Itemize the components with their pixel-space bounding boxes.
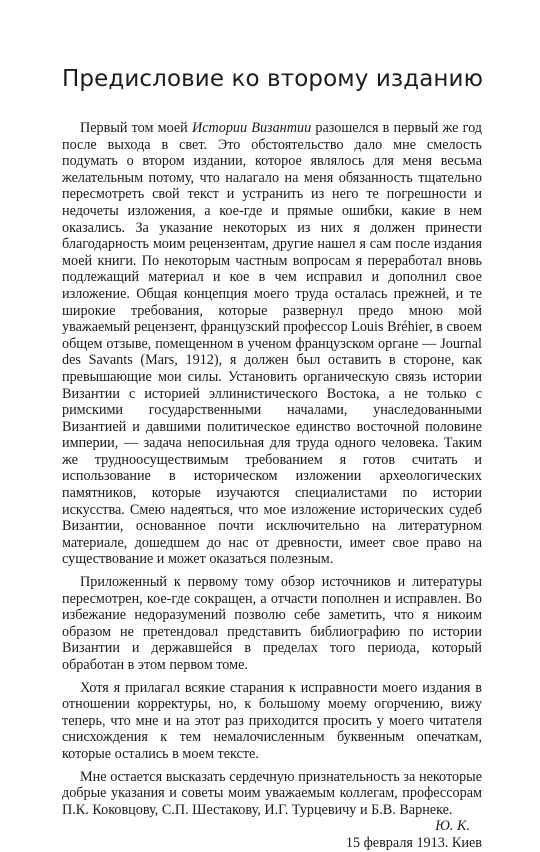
date-and-place: 15 февраля 1913. Киев bbox=[345, 834, 482, 851]
signature-block bbox=[62, 818, 482, 851]
preface-body bbox=[62, 120, 482, 852]
paragraph-1-text-after: разошелся в первый же год после выхода в свет. Это обстоятельство дало мне смелость подумать о втором издании, которое являлось для меня весьма желательным потому, что налагало на меня обязанность тщательно пересмотреть свой текст и устранить из него те погрешности и недочеты изложения, а кое-где и прямые ошибки, какие в нем оказались. За указание некоторых из них я должен принести благодарность моим рецензентам, другие нашел я сам после издания моей книги. По некоторым частным вопросам я переработал вновь подлежащий материал и кое в чем исправил и дополнил свое изложение. Общая концепция моего труда осталась прежней, и те широкие требования, которые развернул предо мною мой уважаемый рецензент, французский профессор Louis Bréhier, в своем общем отзыве, помещенном в ученом французском органе — Journal des Savants (Mars, 1912), я должен был оставить в стороне, как превышающие мои силы. Установить органическую связь истории Византии с историей эллинистического Востока, а не только с римскими государственными началами, унаследованными Византией и давшими политическое единство восточной половине империи, — задача непосильная для труда одного человека. Таким же трудноосуществимым требованием я готов считать и использование в историческом изложении археологических памятников, которые изучаются специалистами по истории искусства. Смею надеяться, что мое изложение исторических судеб Византии, основанное почти исключительно на литературном материале, дошедшем до нас от древности, имеет свое право на существование и может оказаться полезным. bbox=[62, 120, 482, 568]
paragraph-4: Мне остается высказать сердечную признательность за некоторые добрые указания и советы моим уважаемым коллегам, профессорам П.К. Коковцову, С.П. Шестакову, И.Г. Турцевичу и Б.В. Варнеке. bbox=[62, 768, 482, 818]
page-title: Предисловие ко второму изданию bbox=[62, 66, 484, 92]
paragraph-3: Хотя я прилагал всякие старания к исправности моего издания в отношении корректуры, но, к большому моему огорчению, вижу теперь, что мне и на этот раз приходится просить у моего читателя снисхождения к тем немалочисленным буквенным опечаткам, которые остались в моем тексте. bbox=[62, 679, 482, 762]
paragraph-1-text-before: Первый том моей bbox=[80, 120, 192, 136]
paragraph-2: Приложенный к первому тому обзор источников и литературы пересмотрен, кое-где сокращен, а отчасти пополнен и исправлен. Во избежание недоразумений позволю себе заметить, что я никоим образом не претендовал представить библиографию по истории Византии и державшейся в пределах того периода, который обработан в этом первом томе. bbox=[62, 574, 482, 673]
paragraph-1-italic-title: Истории Византии bbox=[191, 120, 312, 136]
author-initials: Ю. К. bbox=[435, 818, 470, 835]
paragraph-1 bbox=[62, 120, 482, 568]
